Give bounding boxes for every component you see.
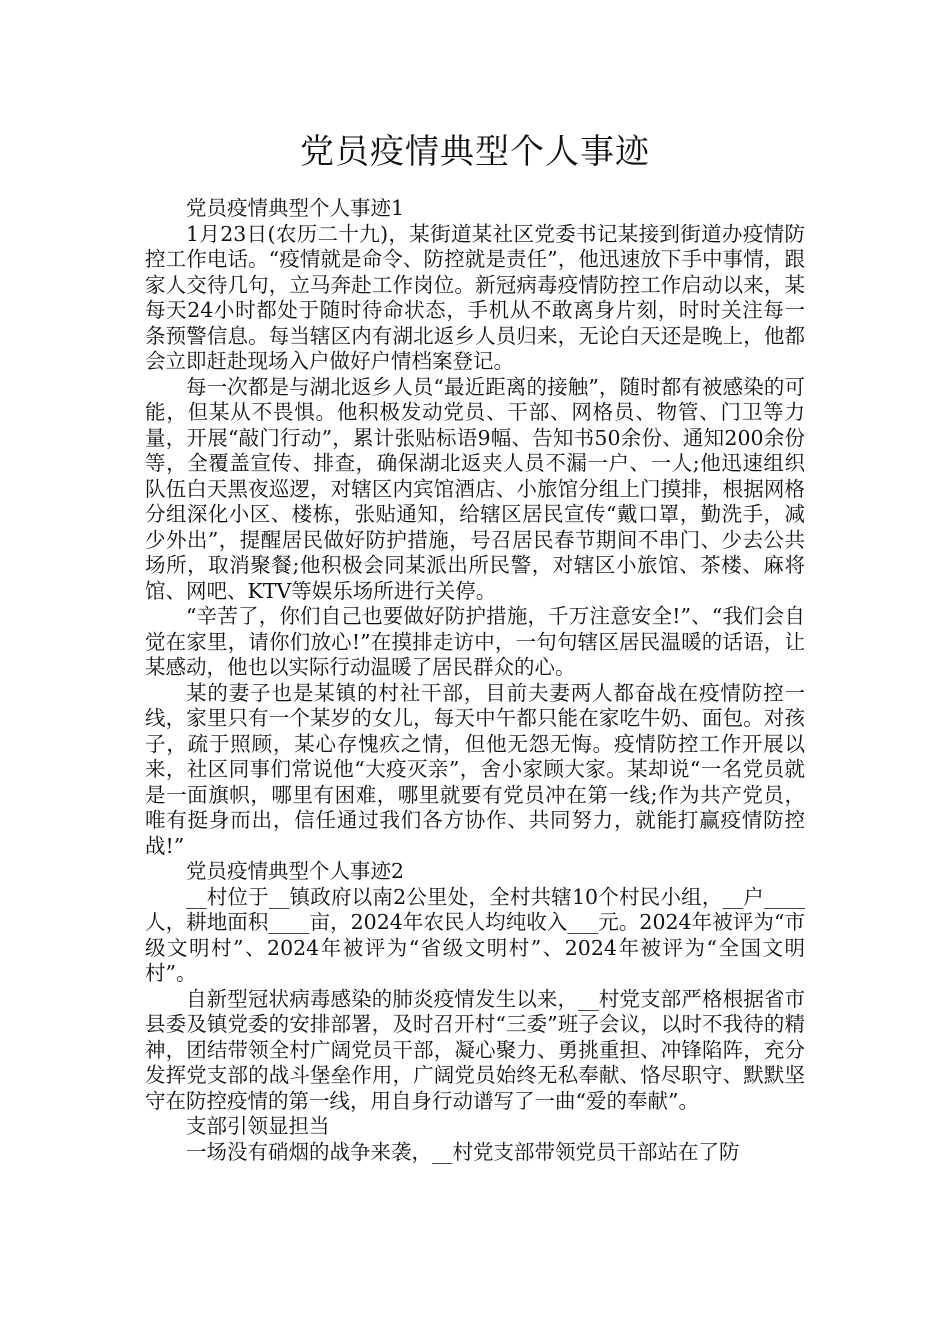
paragraph: 一场没有硝烟的战争来袭，__村党支部带领党员干部站在了防 (186, 1139, 740, 1164)
document-body (145, 196, 805, 1165)
section-heading-1: 党员疫情典型个人事迹1 (186, 196, 405, 220)
paragraph: “辛苦了，你们自己也要做好防护措施，千万注意安全!”、“我们会自觉在家里，请你们放心!”在摸排走访中，一句句辖区居民温暖的话语，让某感动，他也以实际行动温暖了居民群众的心。 (145, 604, 805, 679)
document-page (145, 0, 805, 1165)
document-title: 党员疫情典型个人事迹 (300, 132, 650, 172)
paragraph: 每一次都是与湖北返乡人员“最近距离的接触”，随时都有被感染的可能，但某从不畏惧。他积极发动党员、干部、网格员、物管、门卫等力量，开展“敲门行动”，累计张贴标语9幅、告知书50余份、通知200余份等，全覆盖宣传、排查，确保湖北返夹人员不漏一户、一人;他迅速组织队伍白天黑夜巡逻，对辖区内宾馆酒店、小旅馆分组上门摸排，根据网格分组深化小区、楼栋，张贴通知，给辖区居民宣传“戴口罩，勤洗手，减少外出”，提醒居民做好防护措施，号召居民春节期间不串门、少去公共场所，取消聚餐;他积极会同某派出所民警，对辖区小旅馆、茶楼、麻将馆、网吧、KTV等娱乐场所进行关停。 (145, 374, 805, 603)
paragraph: __村位于__镇政府以南2公里处，全村共辖10个村民小组，__户____人，耕地面积____亩，2024年农民人均纯收入___元。2024年被评为“市级文明村”、2024年被评为“省级文明村”、2024年被评为“全国文明村”。 (145, 884, 805, 985)
paragraph: 1月23日(农历二十九)，某街道某社区党委书记某接到街道办疫情防控工作电话。“疫情就是命令、防控就是责任”，他迅速放下手中事情，跟家人交待几句，立马奔赴工作岗位。新冠病毒疫情防控工作启动以来，某每天24小时都处于随时待命状态，手机从不敢离身片刻，时时关注每一条预警信息。每当辖区内有湖北返乡人员归来，无论白天还是晚上，他都会立即赶赴现场入户做好户情档案登记。 (145, 221, 805, 373)
section-heading-2: 党员疫情典型个人事迹2 (186, 859, 405, 883)
paragraph: 自新型冠状病毒感染的肺炎疫情发生以来，__村党支部严格根据省市县委及镇党委的安排部署，及时召开村“三委”班子会议，以时不我待的精神，团结带领全村广阔党员干部，凝心聚力、勇挑重担、冲锋陷阵，充分发挥党支部的战斗堡垒作用，广阔党员始终无私奉献、恪尽职守、默默坚守在防控疫情的第一线，用自身行动谱写了一曲“爱的奉献”。 (145, 986, 805, 1113)
paragraph: 某的妻子也是某镇的村社干部，目前夫妻两人都奋战在疫情防控一线，家里只有一个某岁的女儿，每天中午都只能在家吃牛奶、面包。对孩子，疏于照顾，某心存愧疚之情，但他无怨无悔。疫情防控工作开展以来，社区同事们常说他“大疫灭亲”，舍小家顾大家。某却说“一名党员就是一面旗帜，哪里有困难，哪里就要有党员冲在第一线;作为共产党员，唯有挺身而出，信任通过我们各方协作、共同努力，就能打赢疫情防控战!” (145, 680, 805, 858)
subsection-heading: 支部引领显担当 (186, 1114, 330, 1138)
